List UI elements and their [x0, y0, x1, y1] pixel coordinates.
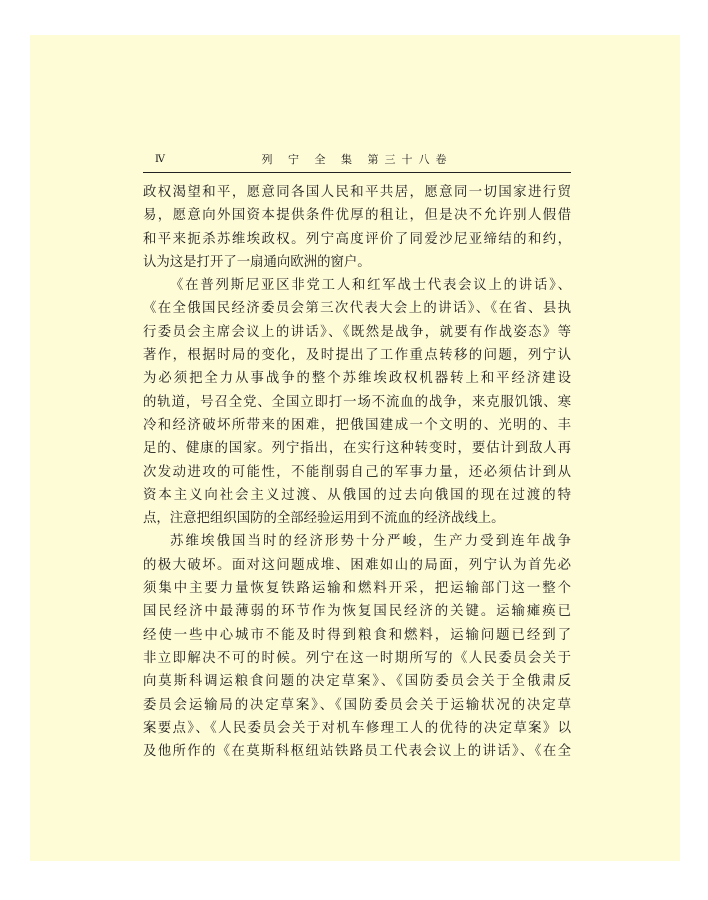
page-header — [143, 153, 571, 167]
text-line: 的极大破坏。面对这问题成堆、困难如山的局面，列宁认为首先必 — [143, 557, 571, 573]
page-number: Ⅳ — [155, 154, 165, 165]
header-rule — [143, 172, 571, 173]
text-line: 须集中主要力量恢复铁路运输和燃料开采，把运输部门这一整个 — [143, 581, 571, 597]
text-line: 的轨道，号召全党、全国立即打一场不流血的战争，来克服饥饿、寒 — [143, 394, 571, 410]
text-line: 著作，根据时局的变化，及时提出了工作重点转移的问题，列宁认 — [143, 348, 571, 364]
text-line: 行委员会主席会议上的讲话》、《既然是战争，就要有作战姿态》等 — [143, 324, 571, 340]
text-line: 易，愿意向外国资本提供条件优厚的租让，但是决不允许别人假借 — [143, 208, 571, 224]
text-line: 非立即解决不可的时候。列宁在这一时期所写的《人民委员会关于 — [143, 650, 571, 666]
text-line: 案要点》、《人民委员会关于对机车修理工人的优待的决定草案》以 — [143, 720, 571, 736]
text-line: 委员会运输局的决定草案》、《国防委员会关于运输状况的决定草 — [143, 697, 571, 713]
text-line: 为必须把全力从事战争的整个苏维埃政权机器转上和平经济建设 — [143, 371, 571, 387]
text-line: 向莫斯科调运粮食问题的决定草案》、《国防委员会关于全俄肃反 — [143, 674, 571, 690]
text-line: 足的、健康的国家。列宁指出，在实行这种转变时，要估计到敌人再 — [143, 441, 571, 457]
text-line: 政权渴望和平，愿意同各国人民和平共居，愿意同一切国家进行贸 — [143, 185, 571, 200]
text-line: 国民经济中最薄弱的环节作为恢复国民经济的关键。运输瘫痪已 — [143, 604, 571, 620]
body-text — [143, 181, 571, 763]
text-line: 苏维埃俄国当时的经济形势十分严峻，生产力受到连年战争 — [170, 534, 571, 550]
text-line: 资本主义向社会主义过渡、从俄国的过去向俄国的现在过渡的特 — [143, 487, 571, 503]
text-line: 次发动进攻的可能性，不能削弱自己的军事力量，还必须估计到从 — [143, 464, 571, 480]
text-line: 认为这是打开了一扇通向欧洲的窗户。 — [143, 254, 371, 270]
text-line: 和平来扼杀苏维埃政权。列宁高度评价了同爱沙尼亚缔结的和约， — [143, 231, 571, 247]
text-line: 及他所作的《在莫斯科枢纽站铁路员工代表会议上的讲话》、《在全 — [143, 744, 571, 760]
text-line: 经使一些中心城市不能及时得到粮食和燃料，运输问题已经到了 — [143, 627, 571, 643]
text-line: 点，注意把组织国防的全部经验运用到不流血的经济战线上。 — [143, 511, 505, 527]
running-title: 列 宁 全 集 第三十八卷 — [261, 153, 453, 166]
text-line: 《在全俄国民经济委员会第三次代表大会上的讲话》、《在省、县执 — [143, 301, 571, 317]
text-line: 《在普列斯尼亚区非党工人和红军战士代表会议上的讲话》、 — [170, 278, 571, 294]
text-line: 冷和经济破坏所带来的困难，把俄国建成一个文明的、光明的、丰 — [143, 417, 571, 433]
